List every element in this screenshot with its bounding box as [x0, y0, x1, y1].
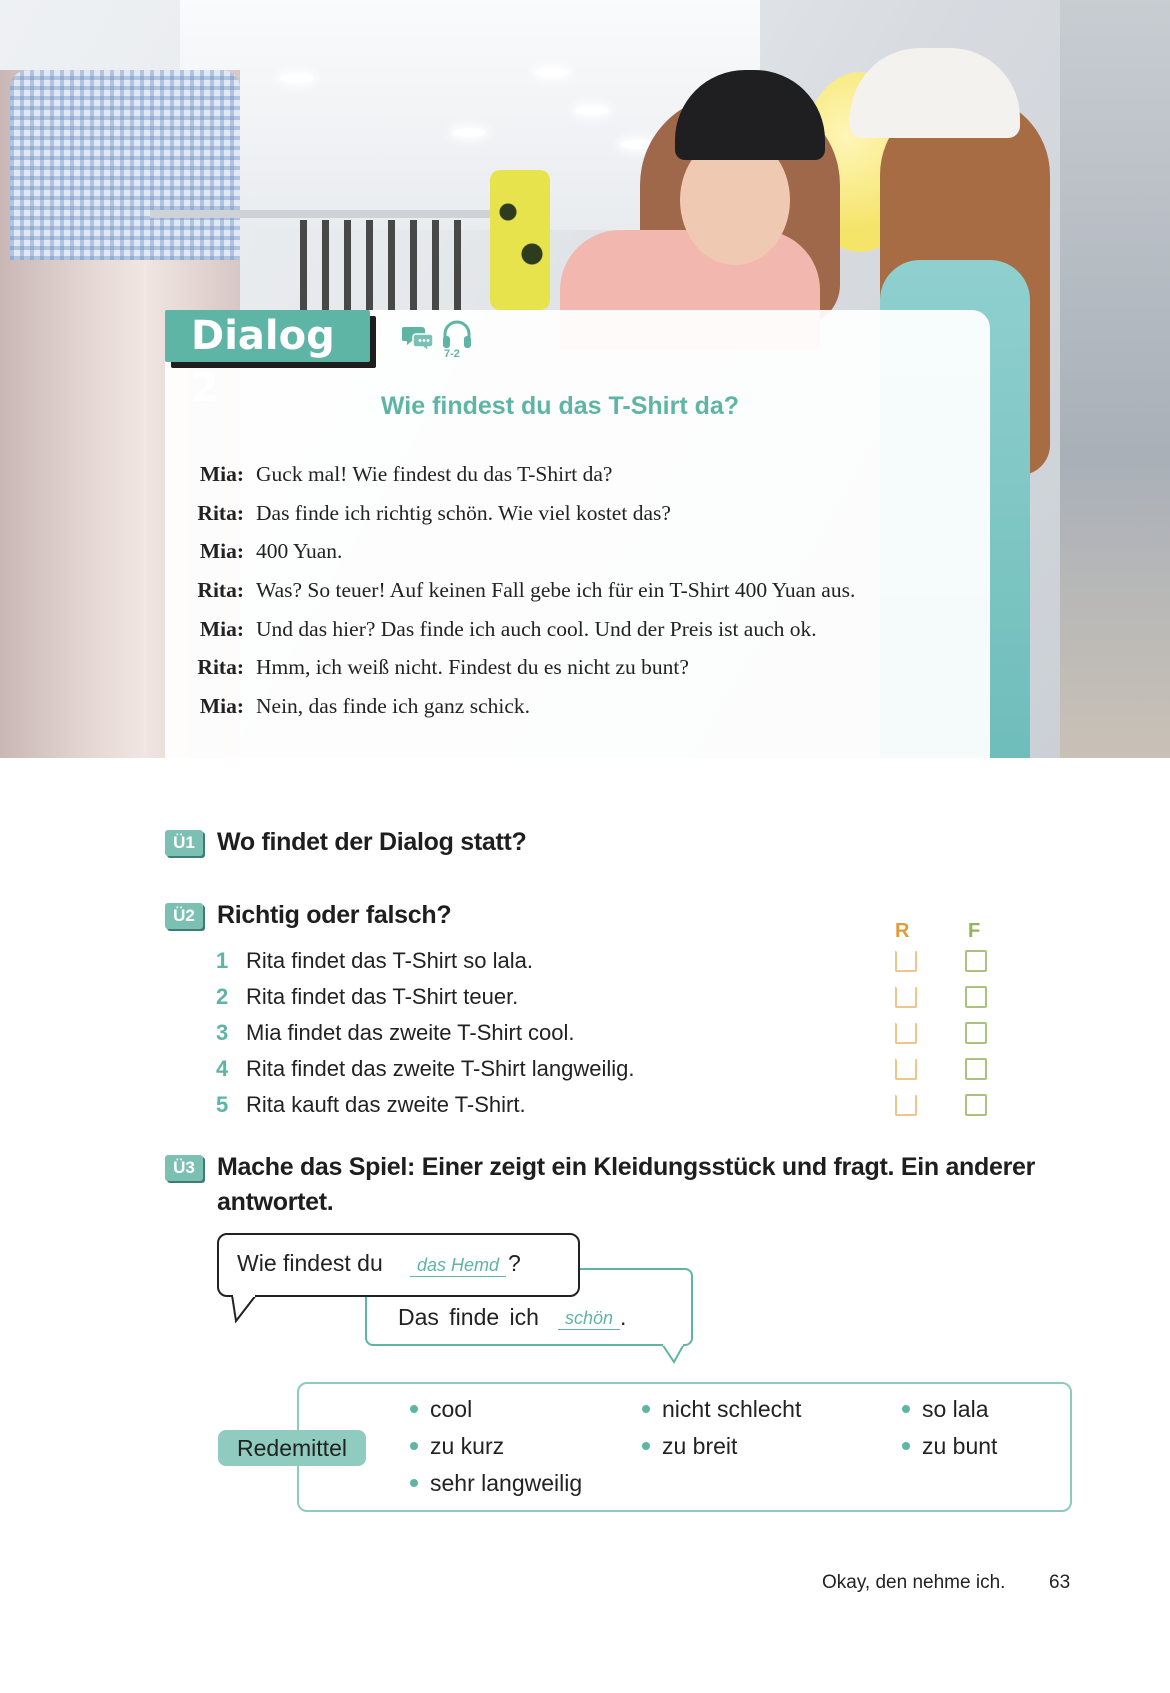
line-text: 400 Yuan.	[256, 539, 343, 564]
speaker: Mia:	[199, 539, 244, 564]
bullet-icon	[642, 1405, 650, 1413]
checkbox-richtig-5[interactable]	[895, 1094, 917, 1116]
item-number: 2	[216, 984, 229, 1009]
redemittel-label: Redemittel	[218, 1430, 366, 1466]
bullet-icon	[642, 1442, 650, 1450]
exercise-badge-3: Ü3	[165, 1155, 203, 1181]
redemittel-item	[902, 1433, 997, 1460]
column-richtig: R	[895, 920, 910, 942]
line-text: Hmm, ich weiß nicht. Findest du es nicht zu bunt?	[256, 655, 689, 680]
line-text: Was? So teuer! Auf keinen Fall gebe ich für ein T-Shirt 400 Yuan aus.	[256, 578, 856, 603]
redemittel-item-text: zu bunt	[922, 1433, 998, 1459]
bullet-icon	[902, 1405, 910, 1413]
exercise-badge-2: Ü2	[165, 903, 203, 929]
redemittel-item-text: zu breit	[662, 1433, 738, 1459]
store-shelf-right	[1060, 0, 1170, 758]
dialog-line	[190, 501, 855, 540]
item-text: Rita findet das T-Shirt teuer.	[246, 984, 519, 1009]
line-text: Und das hier? Das finde ich auch cool. Und der Preis ist auch ok.	[256, 616, 817, 641]
column-falsch: F	[968, 920, 981, 942]
list-item	[216, 943, 634, 979]
speaker: Mia:	[199, 616, 244, 641]
clothes-rail	[150, 210, 490, 218]
exercise-3-title-line-1: Mache das Spiel: Einer zeigt ein Kleidungsstück und fragt. Ein anderer	[217, 1153, 1036, 1181]
item-number: 3	[216, 1020, 229, 1045]
headphones-icon	[440, 318, 474, 352]
redemittel-item-text: sehr langweilig	[430, 1470, 583, 1496]
checkbox-falsch-4[interactable]	[965, 1058, 987, 1080]
question-example-fill: das Hemd	[410, 1255, 506, 1277]
redemittel-item	[902, 1396, 988, 1423]
item-number: 1	[216, 948, 229, 973]
bullet-icon	[410, 1442, 418, 1450]
exercise-badge-1: Ü1	[165, 830, 203, 856]
bullet-icon	[410, 1405, 418, 1413]
redemittel-item-text: cool	[430, 1396, 473, 1422]
line-text: Nein, das finde ich ganz schick.	[256, 694, 531, 719]
item-text: Rita findet das T-Shirt so lala.	[246, 948, 533, 973]
exercise-1-title: Wo findet der Dialog statt?	[217, 828, 527, 856]
checkbox-falsch-1[interactable]	[965, 950, 987, 972]
answer-text: Das finde ich	[398, 1304, 539, 1330]
dialog-tag-label: Dialog 2	[165, 310, 370, 362]
checkbox-falsch-3[interactable]	[965, 1022, 987, 1044]
ceiling-light	[452, 128, 486, 137]
checkbox-richtig-4[interactable]	[895, 1058, 917, 1080]
dialog-line	[190, 462, 855, 501]
list-item	[216, 979, 634, 1015]
item-text: Rita kauft das zweite T-Shirt.	[246, 1092, 526, 1117]
question-text: Wie findest du	[237, 1250, 383, 1276]
redemittel-item-text: so lala	[922, 1396, 989, 1422]
answer-example-fill: schön	[558, 1308, 620, 1330]
checked-shirt	[10, 70, 240, 260]
list-item	[216, 1051, 634, 1087]
dialog-lines	[190, 462, 855, 733]
dialog-line	[190, 617, 855, 656]
redemittel-item	[642, 1396, 801, 1423]
answer-bubble-tail	[662, 1344, 686, 1366]
line-text: Guck mal! Wie findest du das T-Shirt da?	[256, 462, 613, 486]
ceiling-light	[575, 106, 609, 115]
list-item	[216, 1087, 634, 1123]
redemittel-item	[642, 1433, 737, 1460]
dialog-line	[190, 655, 855, 694]
audio-track-number: 7-2	[444, 348, 460, 360]
speaker: Mia:	[199, 694, 244, 719]
chat-icon	[402, 324, 434, 352]
redemittel-item-text: nicht schlecht	[662, 1396, 802, 1422]
bullet-icon	[902, 1442, 910, 1450]
checkbox-falsch-5[interactable]	[965, 1094, 987, 1116]
dialog-title: Wie findest du das T-Shirt da?	[380, 392, 740, 420]
item-number: 5	[216, 1092, 229, 1117]
checkbox-richtig-1[interactable]	[895, 950, 917, 972]
ceiling-light	[535, 68, 569, 77]
exercise-3-title-line-2: antwortet.	[217, 1188, 334, 1216]
white-cap	[850, 48, 1020, 138]
item-number: 4	[216, 1056, 229, 1081]
dialog-line	[190, 539, 855, 578]
exercise-2-title: Richtig oder falsch?	[217, 901, 452, 929]
ceiling-light	[280, 74, 314, 83]
checkbox-falsch-2[interactable]	[965, 986, 987, 1008]
redemittel-item	[410, 1433, 504, 1460]
answer-period: .	[620, 1304, 627, 1330]
speaker: Rita:	[197, 655, 244, 680]
speaker: Rita:	[197, 578, 244, 603]
hangers	[300, 220, 470, 310]
speaker: Rita:	[197, 500, 244, 525]
list-item	[216, 1015, 634, 1051]
speaker: Mia:	[199, 462, 244, 486]
dialog-line	[190, 694, 855, 733]
question-mark: ?	[508, 1250, 521, 1276]
question-bubble-tail	[228, 1295, 260, 1325]
checkbox-richtig-3[interactable]	[895, 1022, 917, 1044]
page-number: 63	[1049, 1572, 1071, 1593]
line-text: Das finde ich richtig schön. Wie viel kostet das?	[256, 500, 671, 525]
item-text: Rita findet das zweite T-Shirt langweilig.	[246, 1056, 635, 1081]
redemittel-item	[410, 1470, 582, 1497]
dialog-line	[190, 578, 855, 617]
checkbox-richtig-2[interactable]	[895, 986, 917, 1008]
footer-chapter-title: Okay, den nehme ich.	[822, 1572, 1006, 1593]
redemittel-item-text: zu kurz	[430, 1433, 505, 1459]
yellow-tshirt	[490, 170, 550, 310]
bullet-icon	[410, 1479, 418, 1487]
true-false-list	[216, 943, 634, 1123]
dialog-tag	[165, 310, 375, 411]
redemittel-item	[410, 1396, 472, 1423]
item-text: Mia findet das zweite T-Shirt cool.	[246, 1020, 575, 1045]
